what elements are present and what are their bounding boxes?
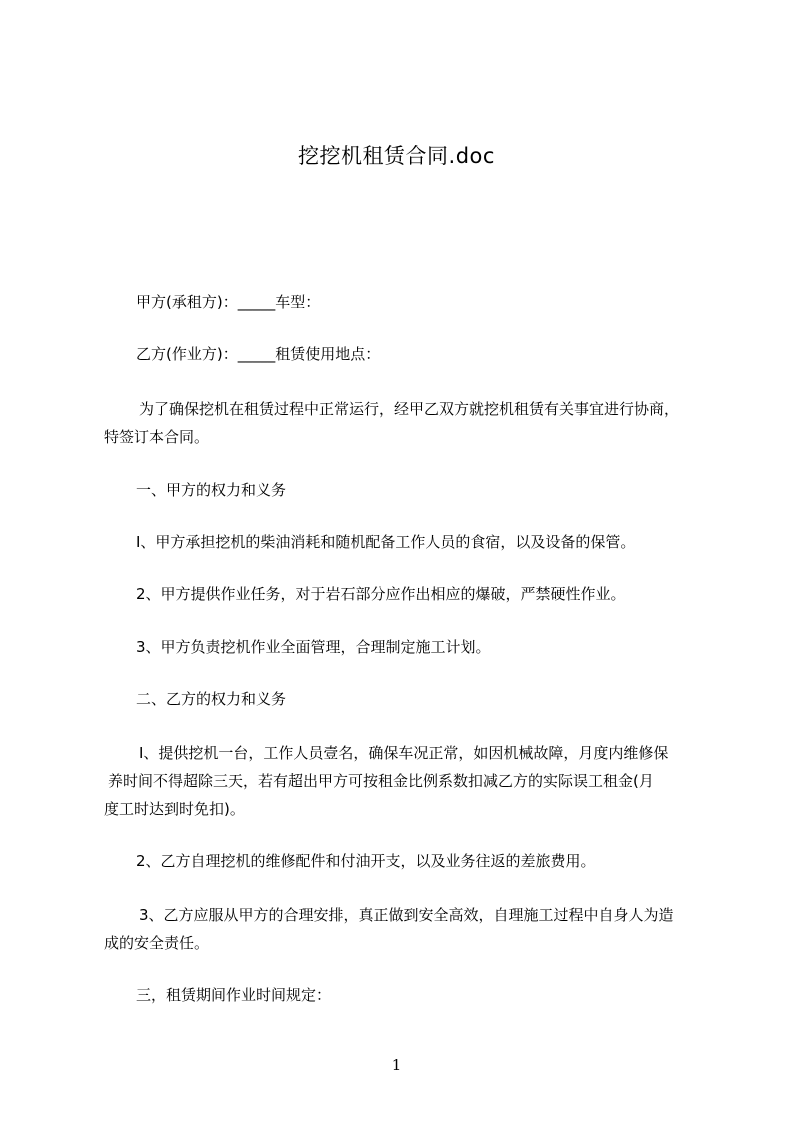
section-2-item-3-line-1: 3、乙方应服从甲方的合理安排，真正做到安全高效，自理施工过程中自身人为造 (139, 906, 674, 924)
page-number: 1 (391, 1056, 402, 1074)
party-a-line: 甲方(承租方)：_____车型： (136, 293, 321, 311)
section-1-item-2: 2、甲方提供作业任务，对于岩石部分应作出相应的爆破，严禁硬性作业。 (136, 585, 626, 603)
section-2-item-2: 2、乙方自理挖机的维修配件和付油开支，以及业务往返的差旅费用。 (136, 852, 596, 870)
section-2-item-3-line-2: 成的安全责任。 (104, 934, 210, 952)
section-2-heading: 二、乙方的权力和义务 (136, 690, 287, 708)
document-title: 挖挖机租赁合同.doc (298, 144, 495, 168)
intro-paragraph-line-2: 特签订本合同。 (104, 428, 210, 446)
section-2-item-1-line-1: I、提供挖机一台，工作人员壹名，确保车况正常，如因机械故障，月度内维修保 (139, 744, 669, 762)
intro-paragraph-line-1: 为了确保挖机在租赁过程中正常运行，经甲乙双方就挖机租赁有关事宜进行协商， (139, 400, 680, 418)
section-2-item-1-line-3: 度工时达到时免扣)。 (104, 800, 245, 818)
section-1-item-1: I、甲方承担挖机的柴油消耗和随机配备工作人员的食宿，以及设备的保管。 (136, 533, 636, 551)
section-1-heading: 一、甲方的权力和义务 (136, 481, 287, 499)
section-2-item-1-line-2: 养时间不得超除三天，若有超出甲方可按租金比例系数扣减乙方的实际误工租金(月 (108, 772, 654, 790)
section-3-heading: 三，租赁期间作业时间规定： (136, 986, 332, 1004)
section-1-item-3: 3、甲方负责挖机作业全面管理，合理制定施工计划。 (136, 638, 491, 656)
party-b-line: 乙方(作业方)：_____租赁使用地点： (136, 345, 381, 363)
